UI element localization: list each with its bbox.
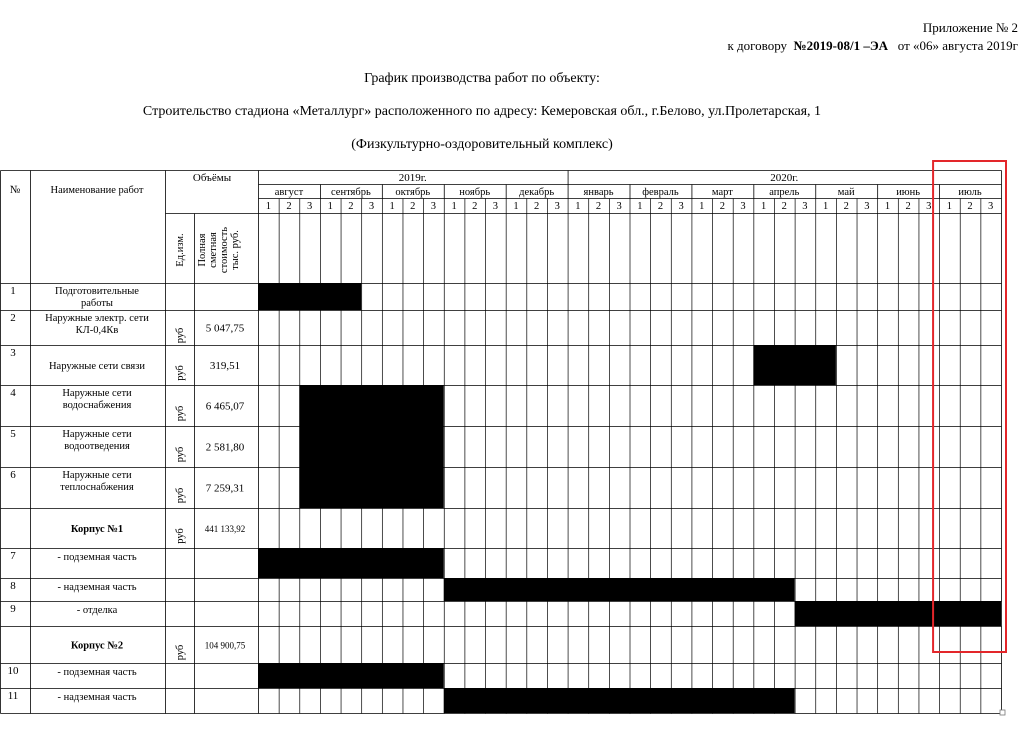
contract-prefix: к договору	[727, 38, 788, 53]
decade-label: 3	[864, 201, 870, 212]
row-name: Подготовительные	[55, 286, 139, 297]
col-no-header: №	[9, 184, 21, 196]
month-label-8: апрель	[769, 187, 800, 198]
row-number: 3	[10, 347, 16, 359]
month-label-3: ноябрь	[459, 187, 491, 198]
col-cost-header-line: Полная	[197, 233, 208, 267]
decade-label: 2	[410, 201, 416, 212]
row-number: 8	[10, 580, 16, 592]
decade-label: 1	[389, 201, 395, 212]
col-cost-header-line: стоимость	[219, 226, 230, 274]
month-label-5: январь	[583, 187, 614, 198]
month-label-4: декабрь	[519, 187, 555, 198]
month-label-9: май	[837, 187, 855, 198]
row-number: 1	[10, 285, 16, 297]
month-label-11: июль	[958, 187, 982, 198]
appendix-label: Приложение № 2	[922, 20, 1018, 35]
decade-label: 1	[822, 201, 829, 212]
col-volumes-header: Объёмы	[192, 172, 232, 184]
decade-label: 1	[575, 201, 581, 212]
decade-label: 2	[843, 201, 849, 212]
decade-label: 3	[678, 201, 684, 212]
row-unit: руб	[175, 446, 186, 463]
gantt-bar	[795, 601, 1001, 626]
decade-label: 1	[761, 201, 767, 212]
row-unit: руб	[175, 644, 186, 661]
decade-label: 3	[616, 201, 622, 212]
row-number: 10	[7, 665, 19, 677]
gantt-bar	[299, 385, 443, 426]
decade-label: 1	[513, 201, 519, 212]
row-cost: 5 047,75	[205, 322, 245, 335]
decade-label: 3	[802, 201, 808, 212]
decade-label: 3	[492, 201, 498, 212]
table-resize-handle[interactable]	[1000, 710, 1005, 715]
row-name: - надземная часть	[57, 692, 137, 703]
decade-label: 1	[451, 201, 457, 212]
row-name: - подземная часть	[57, 667, 137, 678]
row-cost: 441 133,92	[204, 524, 246, 534]
decade-label: 2	[534, 201, 540, 212]
decade-label: 1	[884, 201, 891, 212]
row-name: водоотведения	[64, 441, 130, 452]
month-label-1: сентябрь	[331, 187, 371, 198]
month-label-6: февраль	[642, 187, 679, 198]
page-title: График производства работ по объекту:	[364, 71, 600, 86]
page-note: (Физкультурно-оздоровительный комплекс)	[351, 137, 613, 152]
year-label: 2019г.	[398, 172, 427, 184]
gantt-bar	[258, 548, 444, 578]
col-cost-header-line: сметная	[208, 232, 219, 268]
gantt-bar	[258, 663, 444, 688]
gantt-bar	[753, 345, 836, 385]
row-cost: 6 465,07	[205, 400, 245, 413]
month-label-10: июнь	[896, 187, 921, 198]
row-name: теплоснабжения	[60, 482, 134, 493]
row-number: 6	[10, 469, 16, 481]
row-name: - подземная часть	[57, 552, 137, 563]
decade-label: 2	[472, 201, 478, 212]
row-unit: руб	[175, 365, 186, 381]
decade-label: 3	[988, 201, 994, 212]
gantt-bar	[444, 578, 795, 601]
year-label: 2020г.	[770, 172, 799, 184]
row-cost: 104 900,75	[204, 640, 246, 651]
row-unit: руб	[175, 487, 186, 504]
row-number: 2	[10, 312, 16, 324]
col-name-header: Наименование работ	[50, 185, 144, 196]
col-cost-header-line: тыс. руб.	[230, 230, 241, 270]
row-unit: руб	[175, 405, 186, 422]
row-cost: 7 259,31	[205, 482, 245, 495]
row-number: 11	[7, 690, 19, 702]
decade-label: 3	[554, 201, 560, 212]
page-subtitle: Строительство стадиона «Металлург» расположенного по адресу: Кемеровская обл., г.Белово, ул.Пролетарская, 1	[142, 104, 822, 119]
row-cost: 2 581,80	[205, 441, 245, 454]
row-number: 4	[10, 387, 16, 399]
row-name: - надземная часть	[57, 582, 137, 593]
row-number: 7	[10, 550, 16, 562]
decade-label: 3	[430, 201, 437, 212]
decade-label: 2	[719, 201, 725, 212]
row-name: - отделка	[76, 605, 118, 616]
month-label-2: октябрь	[395, 187, 431, 198]
decade-label: 1	[637, 201, 643, 212]
row-number: 9	[10, 603, 16, 615]
decade-label: 2	[657, 201, 664, 212]
row-name: Корпус №1	[70, 524, 124, 535]
contract-number: №2019-08/1 –ЭА	[793, 38, 889, 53]
row-number: 5	[10, 428, 16, 440]
month-label-0: август	[274, 187, 304, 198]
decade-label: 3	[926, 201, 932, 212]
decade-label: 1	[327, 201, 333, 212]
gantt-bar	[258, 283, 361, 310]
row-name: Наружные сети связи	[48, 361, 146, 372]
decade-label: 1	[699, 201, 705, 212]
decade-label: 2	[781, 201, 787, 212]
decade-label: 2	[595, 201, 602, 212]
row-name: КЛ-0,4Кв	[75, 325, 119, 336]
row-name: водоснабжения	[62, 400, 132, 411]
decade-label: 3	[368, 201, 375, 212]
row-unit: руб	[175, 528, 186, 544]
gantt-bar	[299, 426, 443, 467]
decade-label: 2	[967, 201, 973, 212]
decade-label: 2	[348, 201, 354, 212]
decade-label: 2	[286, 201, 292, 212]
gantt-bar	[299, 467, 443, 508]
row-name: работы	[80, 298, 114, 309]
col-unit-header: Ед.изм.	[175, 233, 186, 267]
row-name: Наружные сети	[62, 429, 132, 440]
month-label-7: март	[711, 187, 733, 198]
gantt-bar	[444, 688, 795, 713]
decade-label: 1	[265, 201, 271, 212]
row-name: Наружные электр. сети	[45, 313, 149, 324]
decade-label: 1	[946, 201, 953, 212]
decade-label: 3	[306, 201, 313, 212]
row-unit: руб	[175, 327, 186, 344]
decade-label: 2	[905, 201, 911, 212]
decade-label: 3	[740, 201, 746, 212]
row-name: Наружные сети	[62, 388, 132, 399]
row-name: Корпус №2	[70, 640, 124, 652]
row-cost: 319,51	[209, 360, 241, 372]
contract-date: от «06» августа 2019г	[897, 38, 1018, 53]
row-name: Наружные сети	[62, 470, 132, 481]
